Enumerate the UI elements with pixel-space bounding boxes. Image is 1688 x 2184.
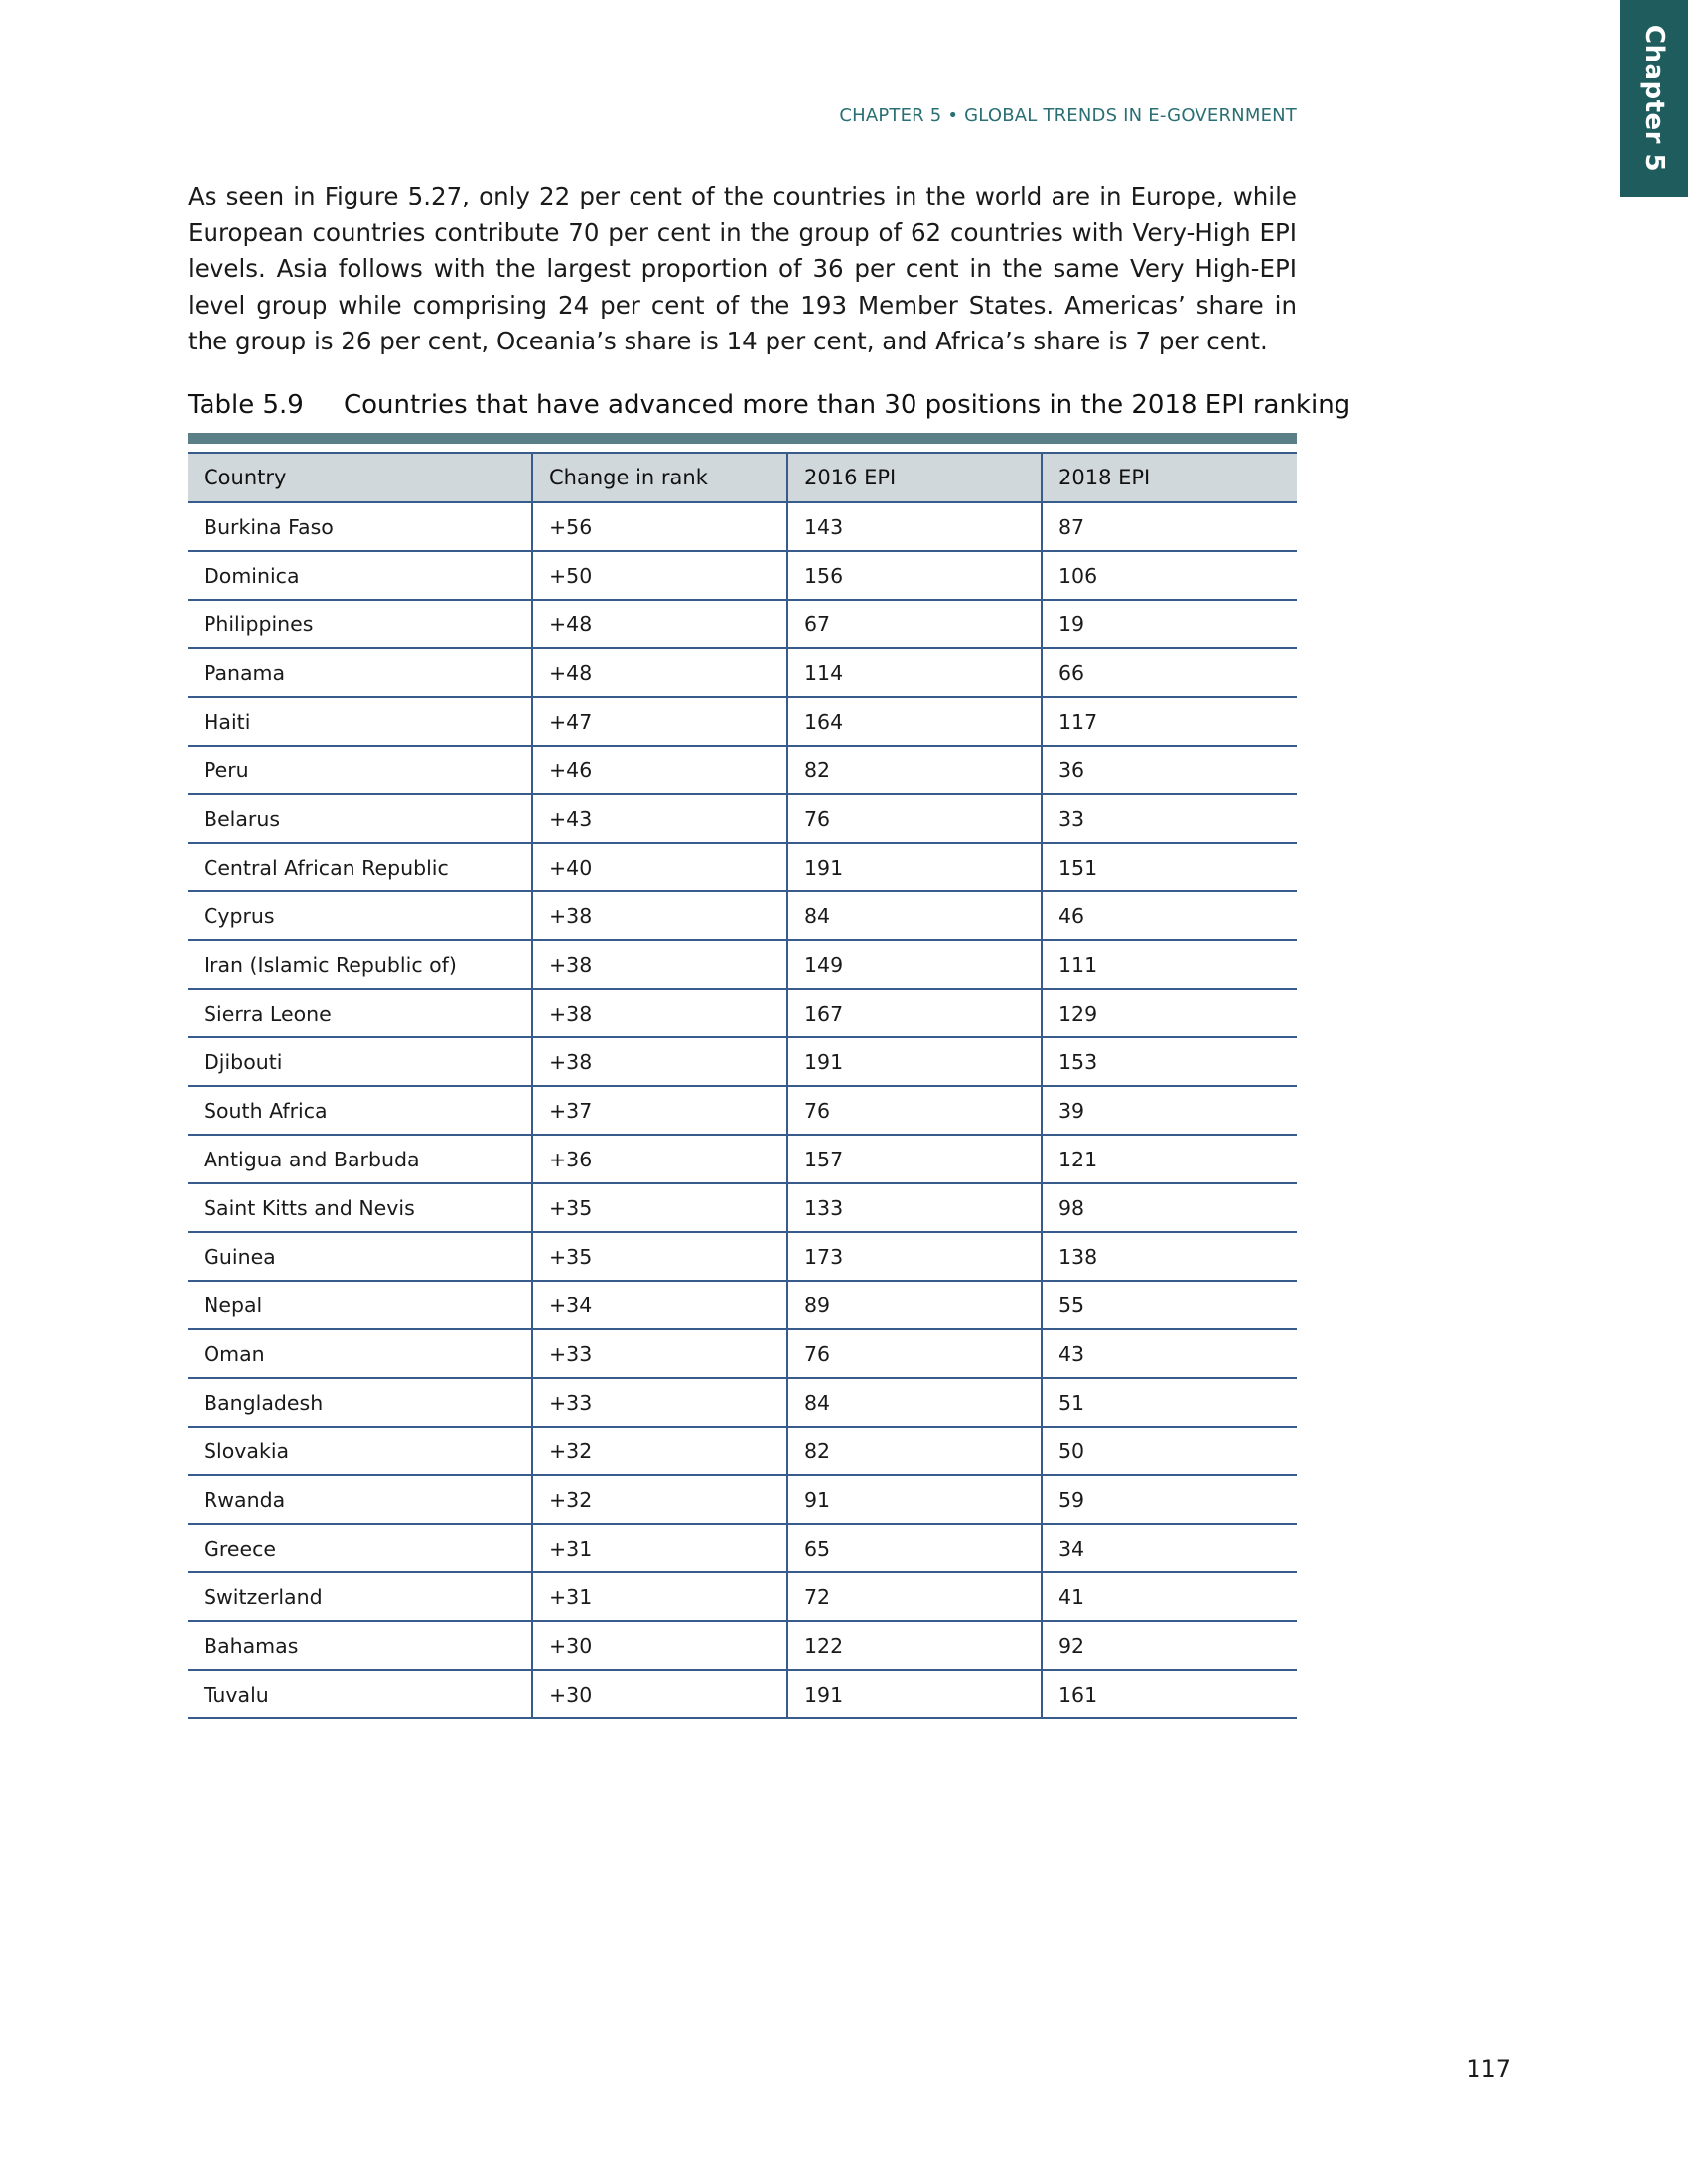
table-row [188, 1670, 1297, 1718]
epi-2018-cell: 66 [1042, 648, 1297, 697]
country-cell: Iran (Islamic Republic of) [188, 940, 532, 989]
epi-2016-cell: 149 [787, 940, 1042, 989]
chapter-tab-label: Chapter 5 [1639, 24, 1669, 173]
epi-2016-cell: 76 [787, 1329, 1042, 1378]
country-cell: Burkina Faso [188, 502, 532, 551]
epi-2018-cell: 36 [1042, 746, 1297, 794]
table-row [188, 989, 1297, 1037]
change-in-rank-cell: +31 [532, 1572, 787, 1621]
country-cell: Guinea [188, 1232, 532, 1281]
epi-2016-cell: 167 [787, 989, 1042, 1037]
country-cell: Greece [188, 1524, 532, 1572]
table-title: Countries that have advanced more than 30 positions in the 2018 EPI ranking [344, 390, 1351, 420]
table-row [188, 551, 1297, 600]
change-in-rank-cell: +38 [532, 1037, 787, 1086]
change-in-rank-cell: +30 [532, 1670, 787, 1718]
country-cell: Cyprus [188, 891, 532, 940]
change-in-rank-cell: +30 [532, 1621, 787, 1670]
country-cell: Antigua and Barbuda [188, 1135, 532, 1183]
country-cell: Slovakia [188, 1427, 532, 1475]
country-cell: Panama [188, 648, 532, 697]
table-row [188, 1524, 1297, 1572]
change-in-rank-cell: +34 [532, 1281, 787, 1329]
table-label: Table 5.9 [188, 390, 304, 420]
epi-2016-cell: 84 [787, 1378, 1042, 1427]
epi-2018-cell: 59 [1042, 1475, 1297, 1524]
intro-paragraph: As seen in Figure 5.27, only 22 per cent of the countries in the world are in Europe, while European countries contribute 70 per cent in the group of 62 countries with Very-High EPI levels. Asia follows with the largest proportion of 36 per cent in the same Very High-EPI level group while comprising 24 per cent of the 193 Member States. Americas’ share in the group is 26 per cent, Oceania’s share is 14 per cent, and Africa’s share is 7 per cent. [188, 182, 1297, 355]
table-row [188, 697, 1297, 746]
epi-2016-cell: 191 [787, 843, 1042, 891]
epi-2018-cell: 98 [1042, 1183, 1297, 1232]
epi-2018-cell: 117 [1042, 697, 1297, 746]
country-cell: Sierra Leone [188, 989, 532, 1037]
change-in-rank-cell: +48 [532, 600, 787, 648]
country-cell: South Africa [188, 1086, 532, 1135]
country-cell: Switzerland [188, 1572, 532, 1621]
country-cell: Bangladesh [188, 1378, 532, 1427]
header-2018-epi: 2018 EPI [1042, 453, 1297, 502]
change-in-rank-cell: +33 [532, 1378, 787, 1427]
epi-2018-cell: 161 [1042, 1670, 1297, 1718]
epi-2016-cell: 72 [787, 1572, 1042, 1621]
table-caption [188, 390, 1351, 420]
page-number: 117 [1466, 2055, 1511, 2083]
epi-2016-cell: 173 [787, 1232, 1042, 1281]
table-row [188, 1572, 1297, 1621]
country-cell: Oman [188, 1329, 532, 1378]
table-row [188, 1232, 1297, 1281]
epi-2016-cell: 191 [787, 1037, 1042, 1086]
epi-2016-cell: 114 [787, 648, 1042, 697]
change-in-rank-cell: +35 [532, 1232, 787, 1281]
epi-2016-cell: 157 [787, 1135, 1042, 1183]
table-row [188, 1427, 1297, 1475]
country-cell: Central African Republic [188, 843, 532, 891]
change-in-rank-cell: +48 [532, 648, 787, 697]
table-row [188, 1281, 1297, 1329]
epi-2016-cell: 76 [787, 794, 1042, 843]
epi-ranking-table [188, 452, 1297, 1719]
epi-2016-cell: 164 [787, 697, 1042, 746]
table-row [188, 940, 1297, 989]
running-header: CHAPTER 5 • GLOBAL TRENDS IN E-GOVERNMENT [839, 105, 1297, 126]
table-header-row [188, 453, 1297, 502]
change-in-rank-cell: +37 [532, 1086, 787, 1135]
table-row [188, 1135, 1297, 1183]
epi-2018-cell: 46 [1042, 891, 1297, 940]
table-row [188, 746, 1297, 794]
table-row [188, 1037, 1297, 1086]
epi-2016-cell: 156 [787, 551, 1042, 600]
epi-2018-cell: 55 [1042, 1281, 1297, 1329]
change-in-rank-cell: +40 [532, 843, 787, 891]
epi-2018-cell: 41 [1042, 1572, 1297, 1621]
epi-2016-cell: 133 [787, 1183, 1042, 1232]
epi-2018-cell: 39 [1042, 1086, 1297, 1135]
country-cell: Haiti [188, 697, 532, 746]
table-row [188, 1621, 1297, 1670]
epi-2018-cell: 153 [1042, 1037, 1297, 1086]
change-in-rank-cell: +32 [532, 1427, 787, 1475]
change-in-rank-cell: +38 [532, 940, 787, 989]
table-row [188, 1378, 1297, 1427]
header-2016-epi: 2016 EPI [787, 453, 1042, 502]
epi-2016-cell: 67 [787, 600, 1042, 648]
change-in-rank-cell: +36 [532, 1135, 787, 1183]
table-top-rule [188, 433, 1297, 444]
table-row [188, 502, 1297, 551]
country-cell: Saint Kitts and Nevis [188, 1183, 532, 1232]
header-change-in-rank: Change in rank [532, 453, 787, 502]
table-row [188, 1086, 1297, 1135]
change-in-rank-cell: +50 [532, 551, 787, 600]
change-in-rank-cell: +56 [532, 502, 787, 551]
table-row [188, 1183, 1297, 1232]
change-in-rank-cell: +38 [532, 891, 787, 940]
epi-2016-cell: 82 [787, 1427, 1042, 1475]
country-cell: Tuvalu [188, 1670, 532, 1718]
change-in-rank-cell: +47 [532, 697, 787, 746]
epi-2016-cell: 143 [787, 502, 1042, 551]
country-cell: Djibouti [188, 1037, 532, 1086]
table-row [188, 600, 1297, 648]
epi-2018-cell: 34 [1042, 1524, 1297, 1572]
table-row [188, 843, 1297, 891]
epi-2018-cell: 121 [1042, 1135, 1297, 1183]
epi-2016-cell: 76 [787, 1086, 1042, 1135]
table-row [188, 1329, 1297, 1378]
epi-2018-cell: 129 [1042, 989, 1297, 1037]
country-cell: Dominica [188, 551, 532, 600]
epi-2016-cell: 91 [787, 1475, 1042, 1524]
table-row [188, 648, 1297, 697]
epi-2018-cell: 151 [1042, 843, 1297, 891]
epi-2018-cell: 33 [1042, 794, 1297, 843]
table-row [188, 891, 1297, 940]
change-in-rank-cell: +43 [532, 794, 787, 843]
epi-2016-cell: 89 [787, 1281, 1042, 1329]
change-in-rank-cell: +38 [532, 989, 787, 1037]
country-cell: Bahamas [188, 1621, 532, 1670]
epi-2018-cell: 92 [1042, 1621, 1297, 1670]
country-cell: Rwanda [188, 1475, 532, 1524]
epi-2016-cell: 122 [787, 1621, 1042, 1670]
epi-2018-cell: 51 [1042, 1378, 1297, 1427]
country-cell: Belarus [188, 794, 532, 843]
epi-2018-cell: 138 [1042, 1232, 1297, 1281]
epi-2016-cell: 65 [787, 1524, 1042, 1572]
epi-2018-cell: 111 [1042, 940, 1297, 989]
country-cell: Peru [188, 746, 532, 794]
table-row [188, 794, 1297, 843]
change-in-rank-cell: +33 [532, 1329, 787, 1378]
epi-2018-cell: 43 [1042, 1329, 1297, 1378]
epi-2016-cell: 84 [787, 891, 1042, 940]
epi-2016-cell: 82 [787, 746, 1042, 794]
table-row [188, 1475, 1297, 1524]
epi-2016-cell: 191 [787, 1670, 1042, 1718]
country-cell: Philippines [188, 600, 532, 648]
epi-2018-cell: 19 [1042, 600, 1297, 648]
epi-2018-cell: 87 [1042, 502, 1297, 551]
change-in-rank-cell: +32 [532, 1475, 787, 1524]
change-in-rank-cell: +31 [532, 1524, 787, 1572]
country-cell: Nepal [188, 1281, 532, 1329]
epi-2018-cell: 106 [1042, 551, 1297, 600]
chapter-tab[interactable] [1620, 0, 1688, 197]
change-in-rank-cell: +46 [532, 746, 787, 794]
change-in-rank-cell: +35 [532, 1183, 787, 1232]
header-country: Country [188, 453, 532, 502]
epi-2018-cell: 50 [1042, 1427, 1297, 1475]
